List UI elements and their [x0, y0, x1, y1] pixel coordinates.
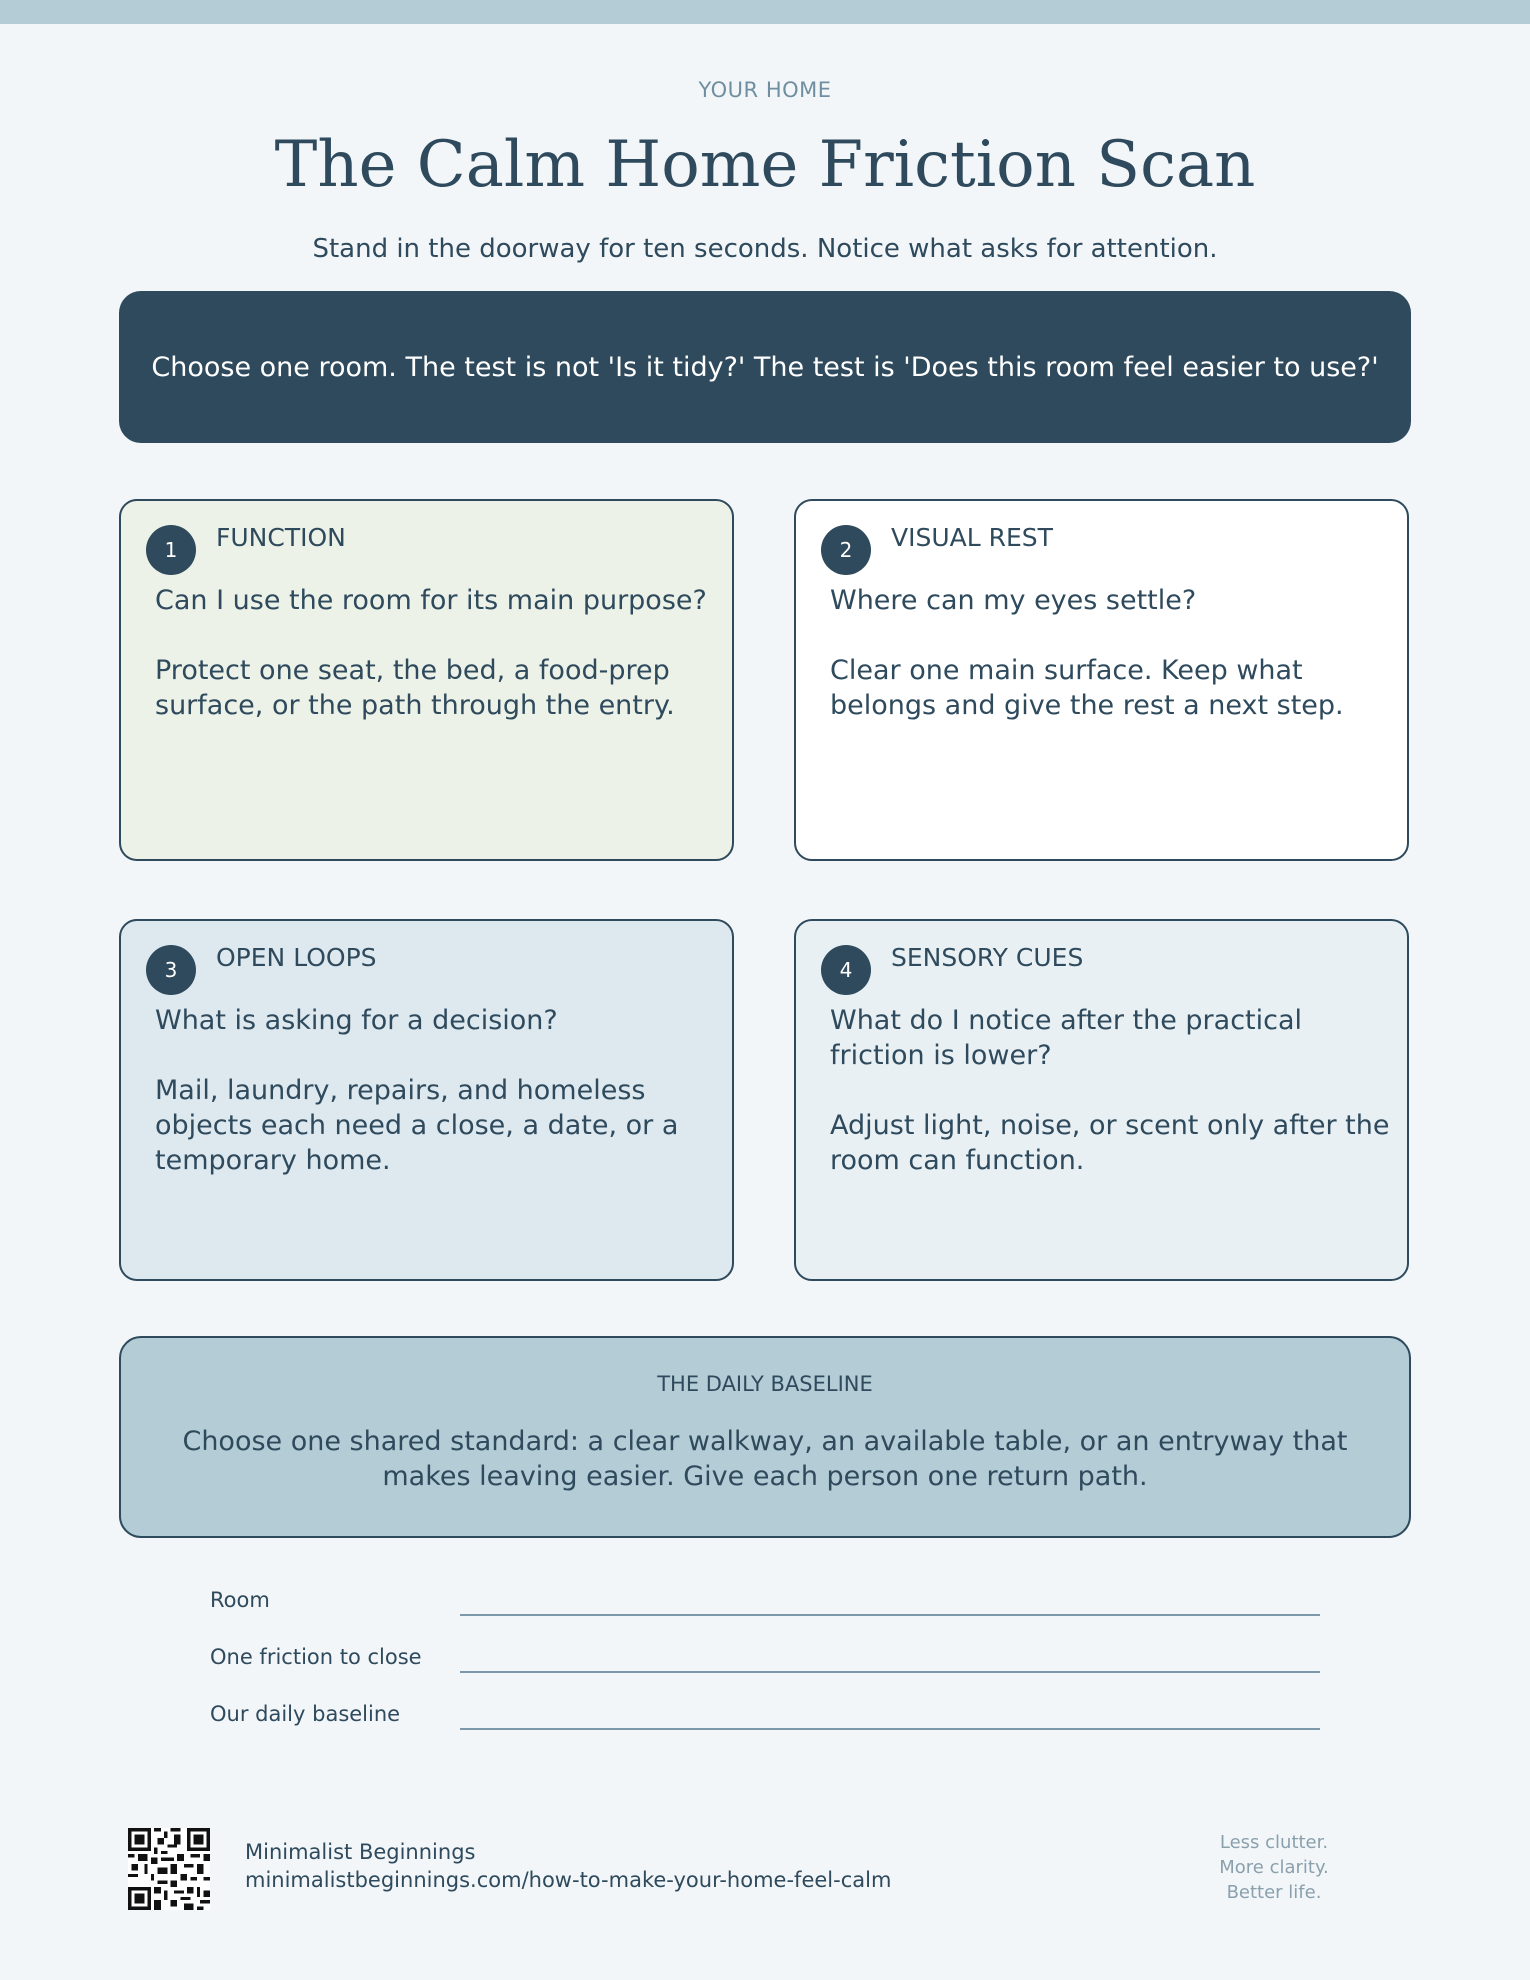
top-accent-bar — [0, 0, 1530, 24]
card-function — [119, 499, 734, 861]
tagline-line: Less clutter. — [1219, 1832, 1329, 1853]
subtitle: Stand in the doorway for ten seconds. Notice what asks for attention. — [312, 234, 1218, 264]
tagline-line: Better life. — [1226, 1882, 1322, 1903]
daily-baseline-panel — [119, 1336, 1411, 1538]
card-heading: FUNCTION — [216, 523, 346, 552]
tagline — [1194, 1830, 1354, 1905]
card-body: Protect one seat, the bed, a food-prep surface, or the path through the entry. — [155, 655, 675, 721]
card-heading: VISUAL REST — [891, 523, 1053, 552]
card-body: Mail, laundry, repairs, and homeless objects each need a close, a date, or a temporary home. — [155, 1075, 679, 1176]
card-open-loops — [119, 919, 734, 1281]
banner-text: Choose one room. The test is not 'Is it tidy?' The test is 'Does this room feel easier to use?' — [151, 351, 1379, 383]
brand-name: Minimalist Beginnings — [245, 1840, 476, 1864]
card-question: What is asking for a decision? — [155, 1005, 558, 1036]
card-question: Can I use the room for its main purpose? — [155, 585, 707, 616]
page-title: The Calm Home Friction Scan — [274, 128, 1256, 202]
qr-code-icon — [128, 1828, 210, 1910]
card-question: What do I notice after the practical friction is lower? — [830, 1005, 1303, 1071]
source-url[interactable]: minimalistbeginnings.com/how-to-make-your-home-feel-calm — [245, 1868, 892, 1892]
field-line-baseline[interactable] — [460, 1728, 1320, 1730]
step-number-badge: 4 — [821, 945, 871, 995]
field-label-friction: One friction to close — [210, 1645, 422, 1669]
step-number-badge: 2 — [821, 525, 871, 575]
baseline-label: THE DAILY BASELINE — [657, 1372, 873, 1396]
card-body: Adjust light, noise, or scent only after the room can function. — [830, 1110, 1390, 1176]
step-number-badge: 3 — [146, 945, 196, 995]
card-visual-rest — [794, 499, 1409, 861]
step-number-badge: 1 — [146, 525, 196, 575]
card-heading: OPEN LOOPS — [216, 943, 377, 972]
field-label-room: Room — [210, 1588, 270, 1612]
field-line-room[interactable] — [460, 1614, 1320, 1616]
field-line-friction[interactable] — [460, 1671, 1320, 1673]
card-heading: SENSORY CUES — [891, 943, 1084, 972]
card-question: Where can my eyes settle? — [830, 585, 1197, 616]
instruction-banner — [119, 291, 1411, 443]
field-label-baseline: Our daily baseline — [210, 1702, 401, 1726]
eyebrow: YOUR HOME — [698, 78, 832, 102]
tagline-line: More clarity. — [1219, 1857, 1329, 1878]
card-sensory-cues — [794, 919, 1409, 1281]
baseline-text: Choose one shared standard: a clear walkway, an available table, or an entryway that makes leaving easier. Give each person one return path. — [182, 1426, 1348, 1492]
card-body: Clear one main surface. Keep what belongs and give the rest a next step. — [830, 655, 1344, 721]
